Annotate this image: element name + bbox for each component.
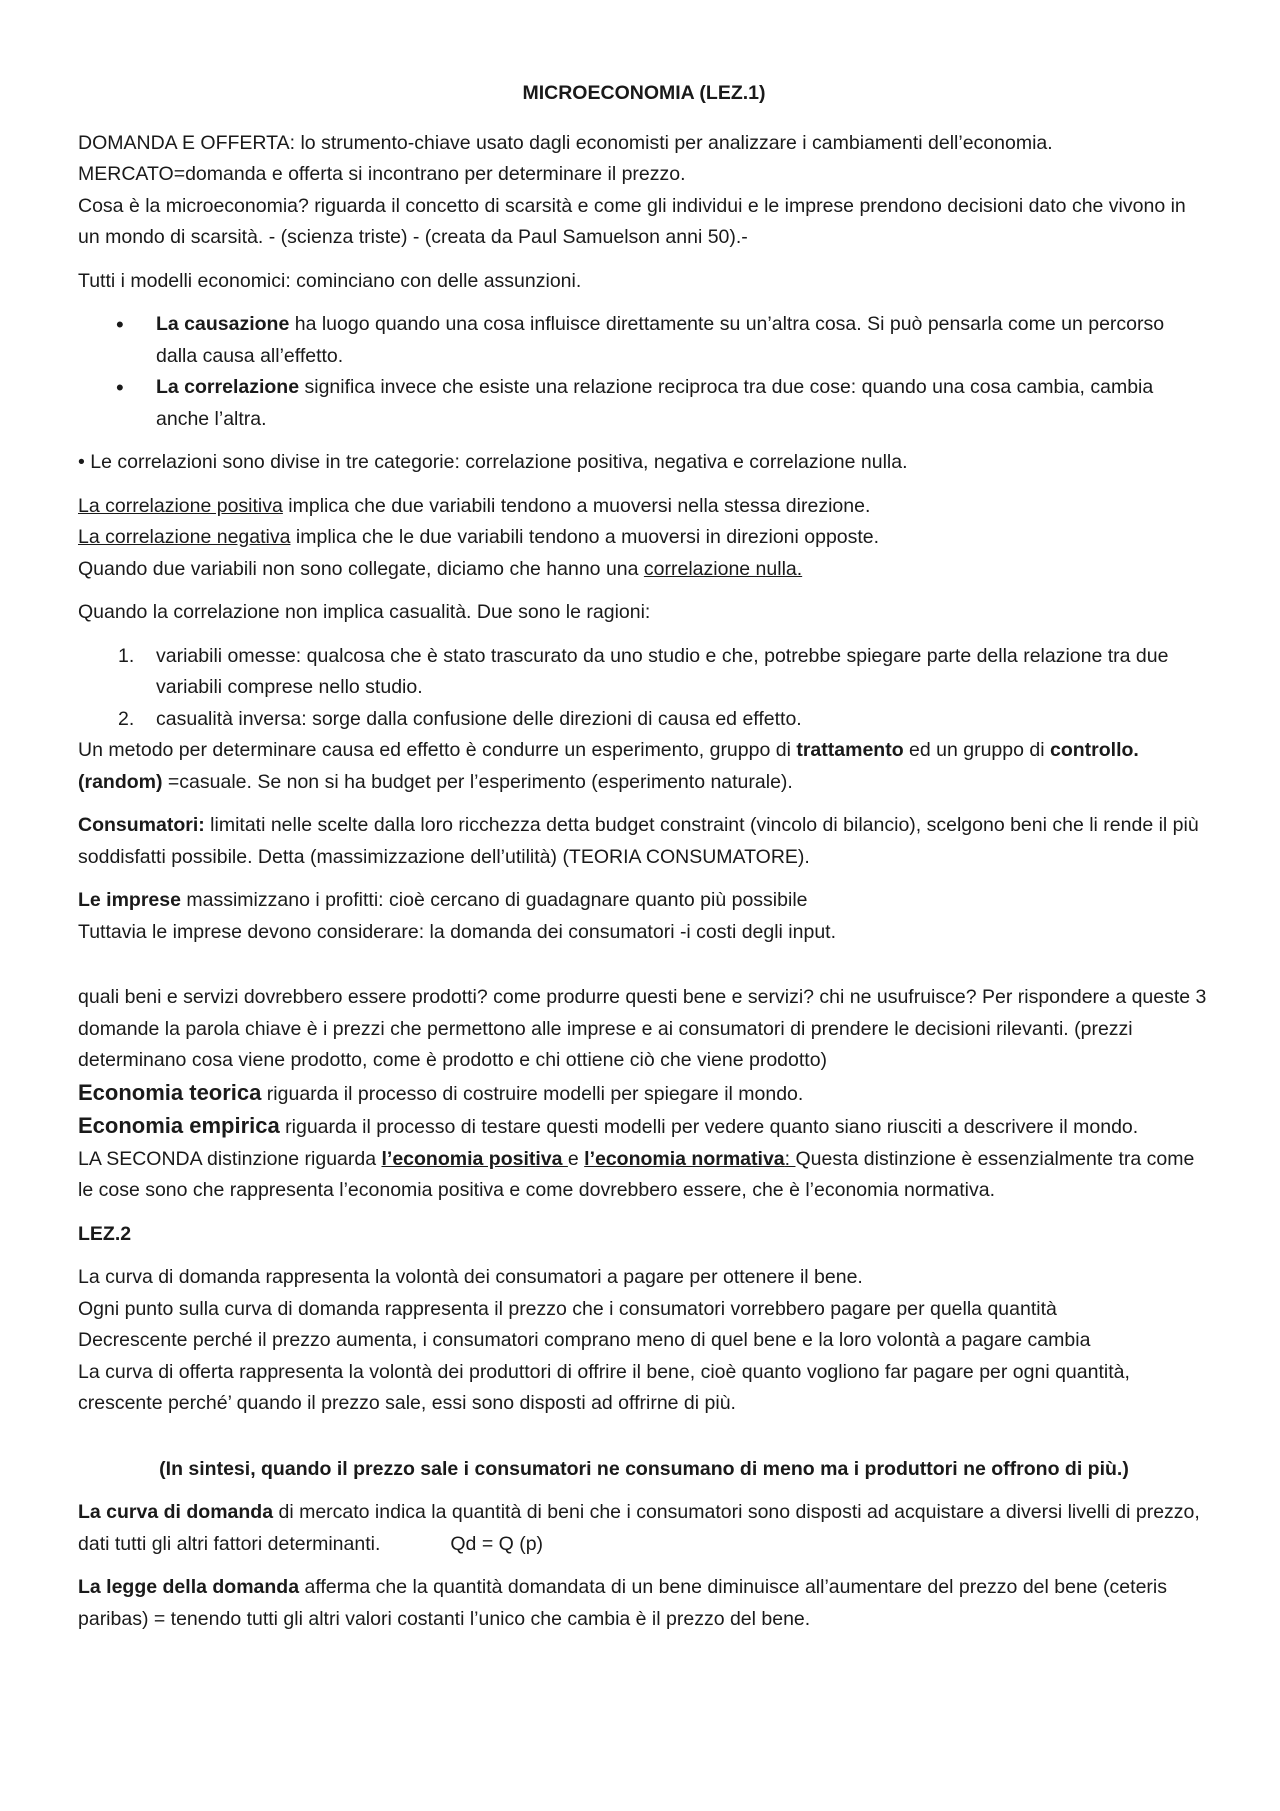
underlined-term: l’economia positiva — [381, 1147, 568, 1170]
summary-line: (In sintesi, quando il prezzo sale i consumatori ne consumano di meno ma i produttori ne offrono di più.) — [159, 1457, 1129, 1480]
item-number: 1. — [118, 644, 135, 667]
demand-line: Decrescente perché il prezzo aumenta, i consumatori comprano meno di quel bene e la loro volontà a pagare cambia — [78, 1329, 1091, 1351]
underlined-term: La correlazione positiva — [78, 494, 283, 517]
demand-line: La curva di offerta rappresenta la volontà dei produttori di offrire il bene, cioè quanto vogliono far pagare per ogni quantità, crescente perché’ quando il prezzo sale, essi sono disposti ad offrirne di più. — [78, 1360, 1130, 1414]
list-item — [78, 641, 1210, 704]
item-text: casualità inversa: sorge dalla confusione delle direzioni di causa ed effetto. — [156, 707, 802, 730]
correlation-categories: • Le correlazioni sono divise in tre categorie: correlazione positiva, negativa e correlazione nulla. — [78, 451, 908, 473]
negative-line — [78, 522, 1210, 554]
underlined-term: l’economia normativa — [584, 1147, 785, 1170]
line-text: implica che le due variabili tendono a muoversi in direzioni opposte. — [290, 526, 880, 548]
line-text: di mercato indica la quantità di beni che i consumatori sono disposti ad acquistare a diversi livelli di prezzo, dati tutti gli altri fattori determinanti. — [78, 1501, 1200, 1555]
section-heading: LEZ.2 — [78, 1222, 132, 1245]
null-line — [78, 554, 1210, 586]
causality-intro: Quando la correlazione non implica casualità. Due sono le ragioni: — [78, 601, 651, 623]
underlined-term: La correlazione negativa — [78, 526, 291, 548]
intro-line: DOMANDA E OFFERTA: lo strumento-chiave usato dagli economisti per analizzare i cambiamenti dell’economia. — [78, 131, 1053, 154]
firms-paragraph — [78, 885, 1210, 948]
term-bold: La causazione — [156, 313, 290, 335]
consumers-paragraph — [78, 810, 1210, 873]
experiment-line — [78, 735, 1210, 798]
term-bold: La correlazione — [156, 376, 300, 398]
line-text: massimizzano i profitti: cioè cercano di guadagnare quanto più possibile — [180, 889, 808, 911]
list-item — [78, 372, 1210, 435]
term-bold: Consumatori: — [78, 814, 205, 836]
line-text: ed un gruppo di — [903, 739, 1050, 761]
firms-line — [78, 885, 1210, 917]
line-text: LA SECONDA distinzione riguarda — [78, 1147, 382, 1170]
blank-line — [78, 960, 1210, 982]
page-title: MICROECONOMIA (LEZ.1) — [522, 82, 766, 104]
line-text: Questa distinzione è essenzialmente tra come le cose sono che rappresenta l’economia positiva e come dovrebbero essere, che è l’economia normativa. — [78, 1147, 1195, 1201]
formula: Qd = Q (p) — [450, 1532, 544, 1555]
market-curve-paragraph — [78, 1497, 1210, 1560]
item-text: variabili omesse: qualcosa che è stato trascurato da uno studio e che, potrebbe spiegare parte della relazione tra due variabili comprese nello studio. — [156, 644, 1169, 698]
line-text: =casuale. Se non si ha budget per l’esperimento (esperimento naturale). — [162, 770, 793, 793]
line-text: Un metodo per determinare causa ed effetto è condurre un esperimento, gruppo di — [78, 739, 797, 761]
law-paragraph — [78, 1572, 1210, 1635]
term-bold: La curva di domanda — [78, 1501, 274, 1523]
term-bold: La legge della domanda — [78, 1576, 300, 1598]
correlation-types — [78, 491, 1210, 586]
list-item — [78, 704, 1210, 736]
term-bold: Economia empirica — [78, 1113, 280, 1138]
underlined-punct: : — [784, 1147, 796, 1170]
empirical-line — [78, 1110, 1210, 1144]
term-bold: Economia teorica — [78, 1079, 262, 1105]
theory-line — [78, 1077, 1210, 1111]
causality-section — [78, 597, 1210, 629]
line-text: e — [567, 1147, 585, 1170]
term-bold: trattamento — [796, 739, 904, 761]
line-text: limitati nelle scelte dalla loro ricchezza detta budget constraint (vincolo di bilancio), scelgono beni che li rende il più soddisfatti possibile. Detta (massimizzazione dell’utilità) (TEORIA CONSUMATORE). — [78, 814, 1199, 868]
causality-list — [78, 641, 1210, 736]
intro-line: MERCATO=domanda e offerta si incontrano per determinare il prezzo. — [78, 163, 686, 185]
models-paragraph: Tutti i modelli economici: cominciano con delle assunzioni. — [78, 269, 582, 292]
intro-paragraph — [78, 128, 1210, 254]
term-text: ha luogo quando una cosa influisce direttamente su un’altra cosa. Si può pensarla come un percorso dalla causa all’effetto. — [156, 313, 1165, 367]
term-bold: Le imprese — [78, 889, 181, 911]
causation-list — [78, 309, 1210, 435]
demand-paragraph — [78, 1262, 1210, 1420]
positive-line — [78, 491, 1210, 523]
second-distinction — [78, 1144, 1210, 1207]
demand-line: Ogni punto sulla curva di domanda rappresenta il prezzo che i consumatori vorrebbero pagare per quella quantità — [78, 1297, 1057, 1320]
term-bold: controllo. (random) — [78, 739, 1139, 793]
line-text: implica che due variabili tendono a muoversi nella stessa direzione. — [282, 494, 871, 517]
line-text: riguarda il processo di testare questi modelli per vedere quanto siano riusciti a descrivere il mondo. — [279, 1116, 1139, 1138]
underlined-term: correlazione nulla. — [643, 557, 803, 580]
term-text: significa invece che esiste una relazione reciproca tra due cose: quando una cosa cambia, cambia anche l’altra. — [156, 376, 1154, 430]
line-text: Quando due variabili non sono collegate, diciamo che hanno una — [78, 557, 644, 580]
line-text: riguarda il processo di costruire modelli per spiegare il mondo. — [261, 1082, 804, 1105]
line-text: afferma che la quantità domandata di un bene diminuisce all’aumentare del prezzo del bene (ceteris paribas) = tenendo tutti gli altri valori costanti l’unico che cambia è il prezzo del bene. — [78, 1576, 1167, 1630]
firms-line: Tuttavia le imprese devono considerare: la domanda dei consumatori -i costi degli input. — [78, 920, 837, 943]
intro-line: Cosa è la microeconomia? riguarda il concetto di scarsità e come gli individui e le imprese prendono decisioni dato che vivono in un mondo di scarsità. - (scienza triste) - (creata da Paul Samuelson anni 50).- — [78, 194, 1186, 248]
item-number: 2. — [118, 707, 135, 730]
list-item — [78, 309, 1210, 372]
demand-line: La curva di domanda rappresenta la volontà dei consumatori a pagare per ottenere il bene. — [78, 1266, 863, 1288]
questions-paragraph: quali beni e servizi dovrebbero essere prodotti? come produrre questi bene e servizi? chi ne usufruisce? Per rispondere a queste 3 domande la parola chiave è i prezzi che permettono alle imprese e ai consumatori di prendere le decisioni rilevanti. (prezzi determinano cosa viene prodotto, come è prodotto e chi ottiene ciò che viene prodotto) — [78, 986, 1207, 1071]
